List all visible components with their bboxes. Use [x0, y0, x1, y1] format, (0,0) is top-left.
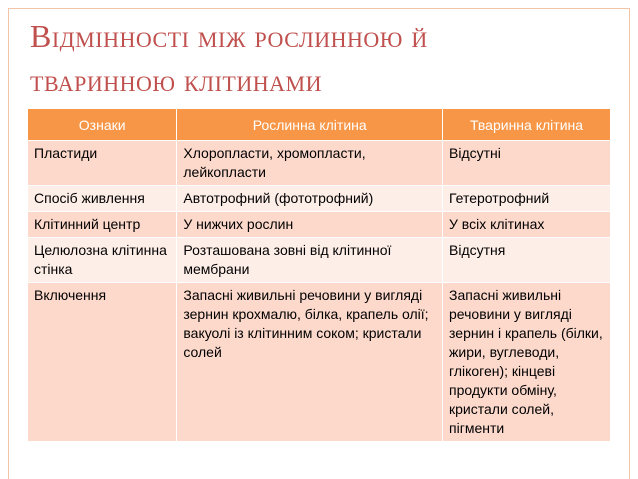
- table-cell: Гетеротрофний: [443, 186, 610, 212]
- table-cell: Спосіб живлення: [28, 186, 177, 212]
- table-cell: Включення: [28, 283, 177, 442]
- table-row: [28, 238, 610, 283]
- frame-line-top: [8, 8, 630, 9]
- table-row: [28, 283, 610, 442]
- title-line-1: Відмінності між рослинною й: [30, 18, 428, 54]
- table-row: [28, 141, 610, 186]
- table-row: [28, 212, 610, 238]
- table-cell: Клітинний центр: [28, 212, 177, 238]
- table-cell: Запасні живильні речовини у вигляді зернин крохмалю, білка, крапель олії; вакуолі із клітинним соком; кристали солей: [177, 283, 443, 442]
- table-cell: У нижчих рослин: [177, 212, 443, 238]
- table-header-row: [28, 109, 610, 141]
- frame-line-left: [8, 8, 9, 479]
- table-cell: Автотрофний (фототрофний): [177, 186, 443, 212]
- header-plant-cell: Рослинна клітина: [177, 109, 443, 141]
- table-cell: Целюлозна клітинна стінка: [28, 238, 177, 283]
- header-features: Ознаки: [28, 109, 177, 141]
- table-row: [28, 186, 610, 212]
- title-line-2: тваринною клітинами: [30, 62, 322, 98]
- header-animal-cell: Тваринна клітина: [443, 109, 610, 141]
- table-cell: Пластиди: [28, 141, 177, 186]
- comparison-table: [28, 109, 610, 441]
- slide-title: [30, 14, 630, 102]
- table-cell: Запасні живильні речовини у вигляді зернин і крапель (білки, жири, вуглеводи, глікоген); кінцеві продукти обміну, кристали солей, пігменти: [443, 283, 610, 442]
- table-cell: Хлоропласти, хромопласти, лейкопласти: [177, 141, 443, 186]
- table-cell: У всіх клітинах: [443, 212, 610, 238]
- table-cell: Розташована зовні від клітинної мембрани: [177, 238, 443, 283]
- table-cell: Відсутні: [443, 141, 610, 186]
- table-cell: Відсутня: [443, 238, 610, 283]
